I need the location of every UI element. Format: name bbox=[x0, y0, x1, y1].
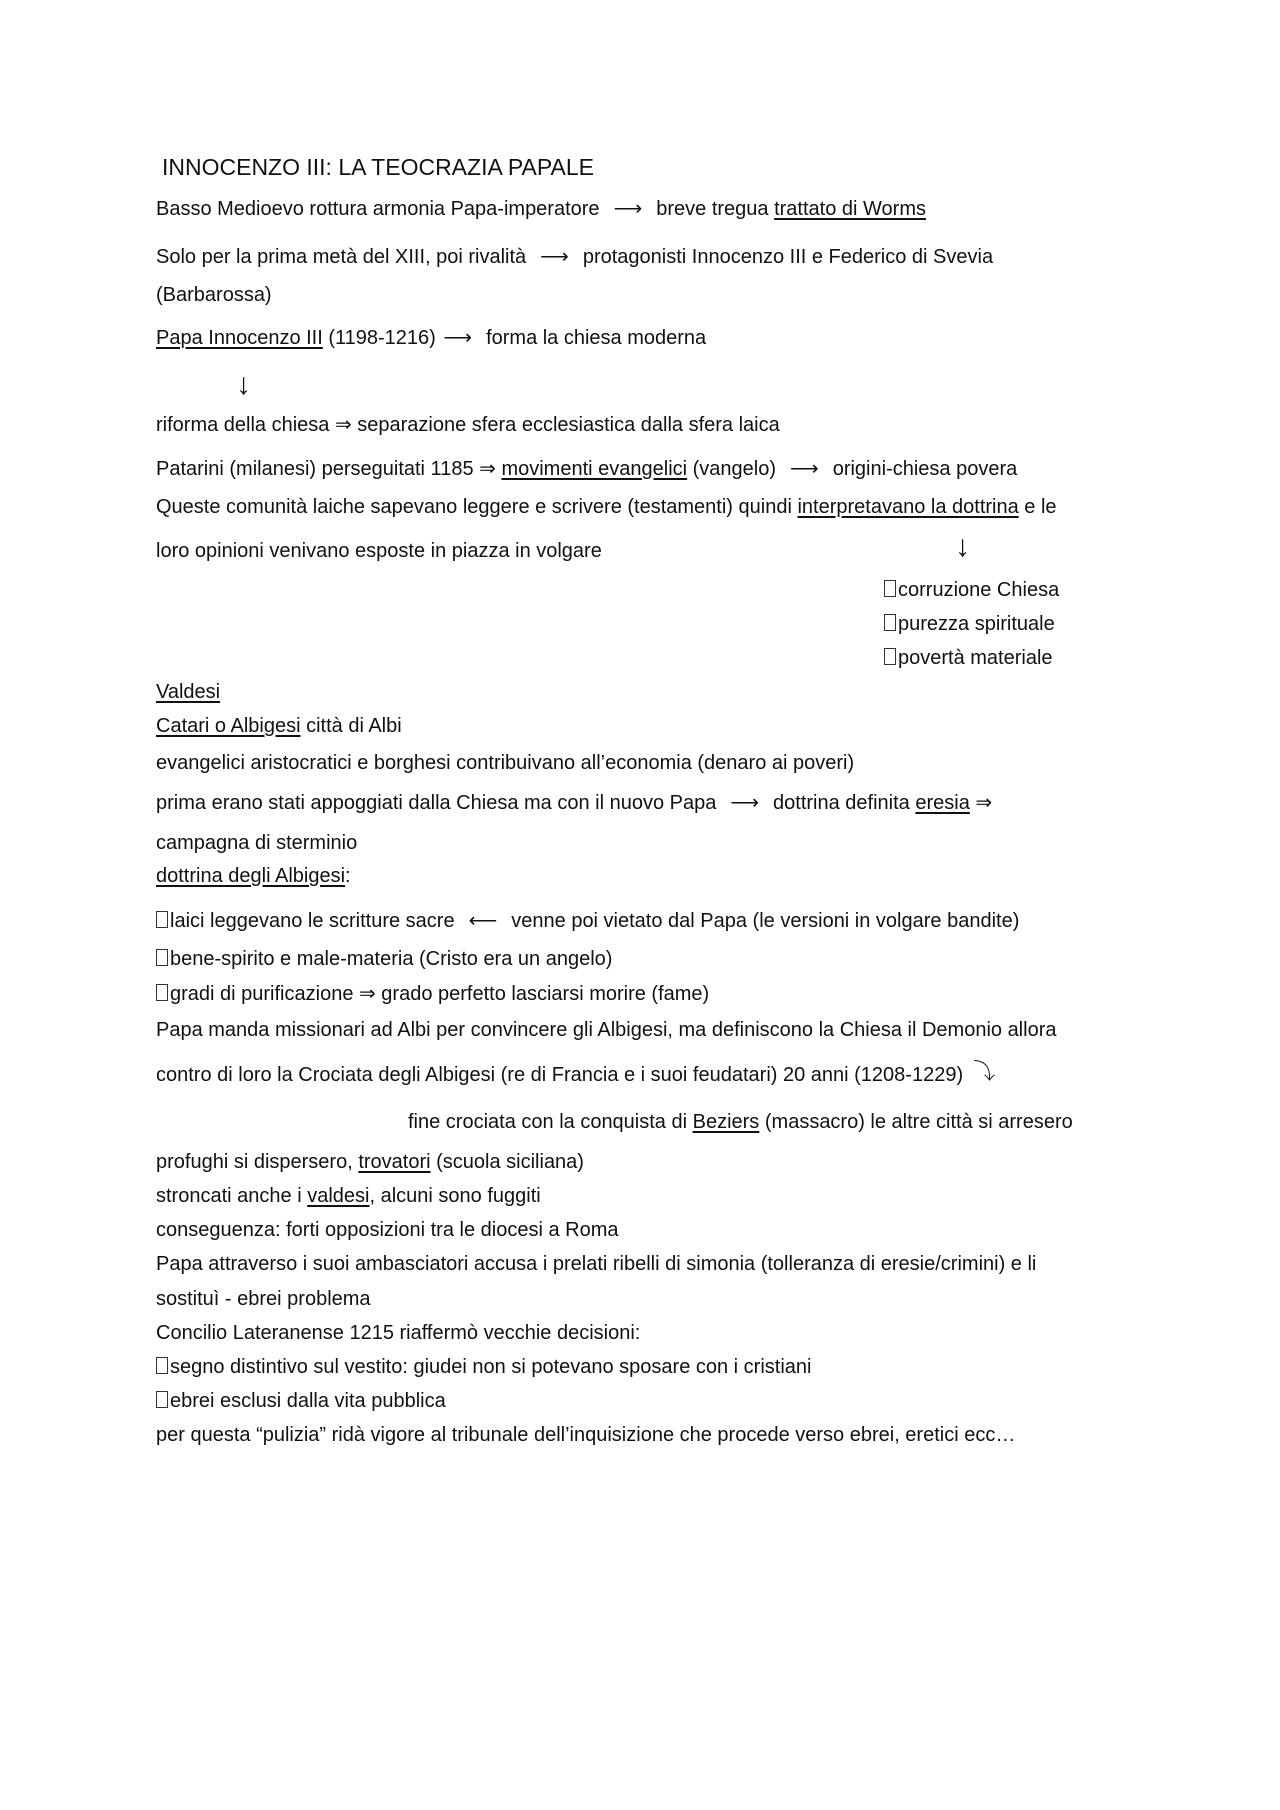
bullet-box-icon bbox=[156, 911, 168, 928]
list-item bbox=[884, 646, 1053, 670]
text: gradi di purificazione ⇒ grado perfetto lasciarsi morire (fame) bbox=[170, 983, 710, 1005]
text-line: Papa manda missionari ad Albi per convincere gli Albigesi, ma definiscono la Chiesa il Demonio allora bbox=[156, 1019, 1057, 1041]
bullet-box-icon bbox=[156, 1357, 168, 1374]
text: bene-spirito e male-materia (Cristo era un angelo) bbox=[170, 948, 613, 970]
right-arrow-icon: ⟶ bbox=[443, 327, 473, 349]
text: prima erano stati appoggiati dalla Chiesa ma con il nuovo Papa bbox=[156, 792, 717, 814]
right-arrow-icon: ⟶ bbox=[613, 198, 643, 220]
text-line: riforma della chiesa ⇒ separazione sfera ecclesiastica dalla sfera laica bbox=[156, 414, 780, 436]
text-line: campagna di sterminio bbox=[156, 832, 358, 854]
text-line: conseguenza: forti opposizioni tra le diocesi a Roma bbox=[156, 1219, 619, 1241]
left-arrow-icon: ⟵ bbox=[468, 910, 498, 932]
text-line: evangelici aristocratici e borghesi contribuivano all’economia (denaro ai poveri) bbox=[156, 752, 855, 774]
text-line bbox=[156, 245, 993, 269]
underlined-text: trovatori bbox=[358, 1151, 431, 1173]
underlined-text: Papa Innocenzo III bbox=[156, 327, 323, 349]
text-line: sostituì - ebrei problema bbox=[156, 1288, 371, 1310]
text: purezza spirituale bbox=[898, 613, 1055, 635]
text: e le bbox=[1018, 496, 1057, 518]
text: Queste comunità laiche sapevano leggere e scrivere (testamenti) quindi bbox=[156, 496, 798, 518]
text-line: loro opinioni venivano esposte in piazza in volgare bbox=[156, 540, 602, 562]
text-line bbox=[156, 714, 402, 738]
text: origini-chiesa povera bbox=[832, 458, 1018, 480]
text-line: Valdesi bbox=[156, 681, 221, 703]
underlined-text: dottrina degli Albigesi bbox=[156, 865, 346, 887]
text: fine crociata con la conquista di bbox=[408, 1111, 693, 1133]
underlined-text: movimenti evangelici bbox=[501, 458, 688, 480]
bullet-box-icon bbox=[884, 648, 896, 665]
text-line: Concilio Lateranense 1215 riaffermò vecchie decisioni: bbox=[156, 1322, 641, 1344]
text: segno distintivo sul vestito: giudei non si potevano sposare con i cristiani bbox=[170, 1356, 812, 1378]
right-arrow-icon: ⟶ bbox=[540, 246, 569, 268]
bullet-box-icon bbox=[156, 1391, 168, 1408]
text-line bbox=[156, 1060, 995, 1087]
text: ebrei esclusi dalla vita pubblica bbox=[170, 1390, 446, 1412]
bullet-box-icon bbox=[156, 984, 168, 1001]
text: stroncati anche i bbox=[156, 1185, 308, 1207]
text: forma la chiesa moderna bbox=[486, 327, 707, 349]
down-arrow-icon: ↓ bbox=[955, 530, 970, 563]
text: povertà materiale bbox=[898, 647, 1053, 669]
text: laici leggevano le scritture sacre bbox=[170, 910, 455, 932]
text: Patarini (milanesi) perseguitati 1185 ⇒ bbox=[156, 458, 502, 480]
list-item bbox=[156, 947, 612, 971]
text: breve tregua bbox=[656, 198, 775, 220]
page-title: INNOCENZO III: LA TEOCRAZIA PAPALE bbox=[162, 154, 595, 180]
text: Solo per la prima metà del XIII, poi rivalità bbox=[156, 246, 527, 268]
text-line: Papa attraverso i suoi ambasciatori accusa i prelati ribelli di simonia (tolleranza di eresie/crimini) e li bbox=[156, 1253, 1037, 1275]
text: corruzione Chiesa bbox=[898, 579, 1060, 601]
text-line bbox=[156, 791, 992, 815]
bullet-box-icon bbox=[156, 949, 168, 966]
underlined-text: valdesi bbox=[307, 1185, 370, 1207]
down-arrow-icon: ↓ bbox=[236, 368, 251, 401]
text: (1198-1216) bbox=[322, 327, 442, 349]
text-line bbox=[408, 1110, 1073, 1134]
list-item bbox=[156, 1355, 811, 1379]
text: contro di loro la Crociata degli Albigesi (re di Francia e i suoi feudatari) 20 anni (1208-1229) bbox=[156, 1064, 964, 1086]
underlined-text: Catari o Albigesi bbox=[156, 715, 301, 737]
text-line bbox=[156, 1150, 584, 1174]
bullet-box-icon bbox=[884, 614, 896, 631]
text-line bbox=[156, 1184, 541, 1208]
text: , alcuni sono fuggiti bbox=[369, 1185, 541, 1207]
underlined-text: interpretavano la dottrina bbox=[797, 496, 1019, 518]
text-line bbox=[156, 326, 706, 350]
hook-arrow-icon: ⤵ bbox=[973, 1059, 996, 1084]
underlined-text: eresia bbox=[915, 792, 970, 814]
text: (vangelo) bbox=[687, 458, 777, 480]
text: profughi si dispersero, bbox=[156, 1151, 359, 1173]
text-line: per questa “pulizia” ridà vigore al tribunale dell’inquisizione che procede verso ebrei, eretici ecc… bbox=[156, 1424, 1016, 1446]
list-item bbox=[884, 612, 1055, 636]
text-line bbox=[156, 864, 351, 888]
list-item bbox=[156, 909, 1019, 933]
list-item bbox=[156, 1389, 446, 1413]
list-item bbox=[156, 982, 709, 1006]
right-arrow-icon: ⟶ bbox=[790, 458, 819, 480]
underlined-text: Beziers bbox=[692, 1111, 760, 1133]
text: venne poi vietato dal Papa (le versioni in volgare bandite) bbox=[511, 910, 1020, 932]
text-line: (Barbarossa) bbox=[156, 284, 272, 306]
text-line bbox=[156, 457, 1017, 481]
text: protagonisti Innocenzo III e Federico di Svevia bbox=[582, 246, 994, 268]
right-arrow-icon: ⟶ bbox=[730, 792, 760, 814]
underlined-text: trattato di Worms bbox=[774, 198, 926, 220]
text: : bbox=[345, 865, 351, 887]
text-line bbox=[156, 197, 926, 221]
text: città di Albi bbox=[300, 715, 402, 737]
list-item bbox=[884, 578, 1059, 602]
text-line bbox=[156, 495, 1057, 519]
text: dottrina definita bbox=[773, 792, 916, 814]
bullet-box-icon bbox=[884, 580, 896, 597]
text: (scuola siciliana) bbox=[430, 1151, 584, 1173]
text: Basso Medioevo rottura armonia Papa-imperatore bbox=[156, 198, 600, 220]
text: (massacro) le altre città si arresero bbox=[759, 1111, 1073, 1133]
text: ⇒ bbox=[969, 792, 993, 814]
